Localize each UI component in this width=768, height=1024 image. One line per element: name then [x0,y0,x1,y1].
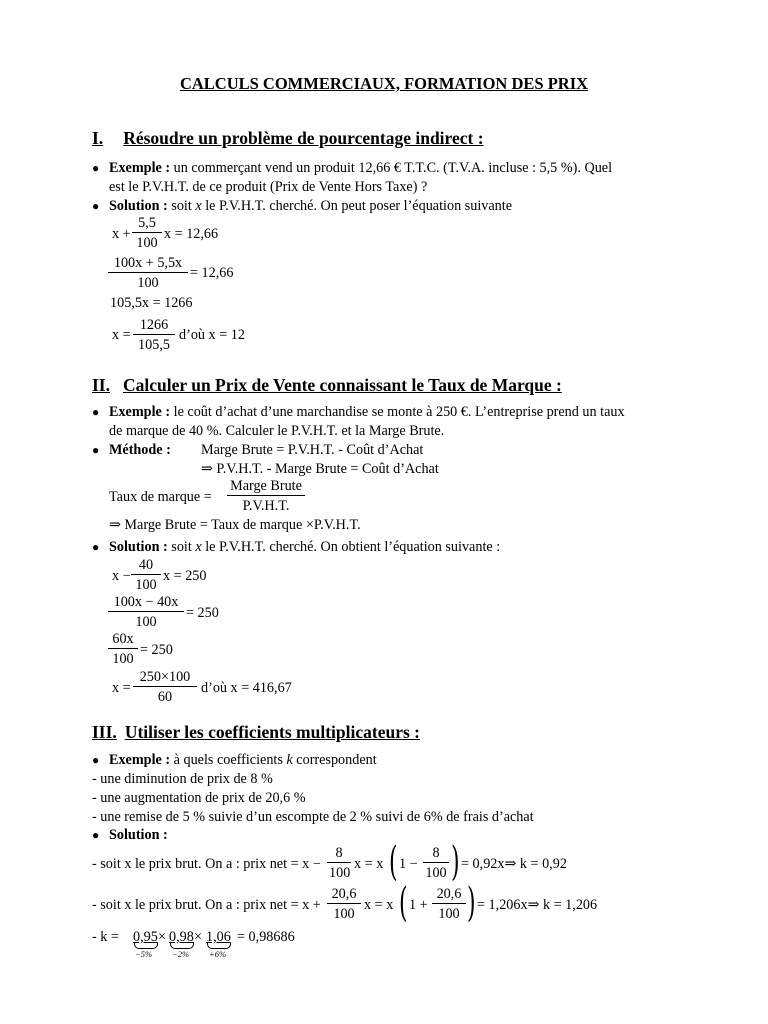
fraction-numerator: 8 [432,845,440,861]
document-title: CALCULS COMMERCIAUX, FORMATION DES PRIX [179,74,589,93]
bullet-icon: ● [92,540,100,554]
fraction-numerator: 8 [335,845,343,861]
s3-r2-post: = 1,206x⇒ k = 1,206 [477,897,598,913]
s3-r3-value-3: 1,06 [206,929,231,945]
s3-r3-post: = 0,98686 [237,929,295,945]
section-3-number: III. [92,722,117,742]
s2-solution-label: Solution : [109,539,168,555]
s3-r3-under-1: −5% [135,949,153,959]
s3-line2: - une augmentation de prix de 20,6 % [92,790,306,806]
bullet-icon: ● [92,161,100,175]
s3-r1-fraction-2 [423,846,449,880]
s3-line1: - une diminution de prix de 8 % [92,771,273,787]
s1-eq4-post: d’où x = 12 [179,327,245,343]
s2-eq3-fraction [108,632,138,666]
s2-eq1-pre: x − [112,568,131,584]
fraction-denominator: 60 [157,689,173,706]
section-2-title: Calculer un Prix de Vente connaissant le Taux de Marque : [123,375,562,395]
s2-eq3-post: = 250 [140,642,173,658]
s2-eq1-fraction [131,558,161,592]
s3-r2-fraction-2 [432,887,466,921]
s3-r3-times-2: × [194,929,203,945]
section-1-number: I. [92,128,104,148]
fraction-denominator: 100 [333,906,355,923]
s3-r3-under-2: −2% [172,949,190,959]
s3-r1-one: 1 − [399,856,418,872]
fraction-numerator: 100x + 5,5x [113,255,183,271]
s3-r1-pre: - soit x le prix brut. On a : prix net = x − [92,856,321,872]
s1-solution-text-a: soit [167,198,196,214]
fraction-denominator: 100 [135,614,157,631]
s1-eq2-post: = 12,66 [190,265,234,281]
section-3-heading [92,724,420,742]
fraction-denominator: 100 [135,577,157,594]
s3-r1-post: = 0,92x⇒ k = 0,92 [461,856,567,872]
s1-solution [109,199,512,213]
s2-method-label [109,443,171,457]
s1-eq3: 105,5x = 1266 [110,295,193,311]
s2-solution-variable: x [195,539,202,555]
s3-r3-value-1: 0,95 [133,929,158,945]
right-paren: ) [451,839,460,885]
section-2-heading [92,377,562,395]
fraction-denominator: 100 [112,651,134,668]
s2-eq4-fraction [133,670,197,704]
s2-example-line2: de marque de 40 %. Calculer le P.V.H.T. et la Marge Brute. [109,423,445,439]
s2-solution-text-b: le P.V.H.T. cherché. On obtient l’équation suivante : [201,539,501,555]
s3-r2-one: 1 + [409,897,428,913]
left-paren: ( [389,839,398,885]
fraction-denominator: 100 [425,865,447,882]
s2-eq4-pre: x = [112,680,131,696]
bullet-icon: ● [92,405,100,419]
right-paren: ) [467,880,476,926]
s1-example-text: un commerçant vend un produit 12,66 € T.T.C. (T.V.A. incluse : 5,5 %). Quel [170,160,613,176]
s2-eq2-post: = 250 [186,605,219,621]
s3-line3: - une remise de 5 % suivie d’un escompte de 2 % suivi de 6% de frais d’achat [92,809,534,825]
s1-eq1-post: x = 12,66 [164,226,219,242]
s2-example-label: Exemple : [109,404,171,420]
s3-solution-label [109,828,168,842]
s2-taux-fraction [227,479,305,513]
bullet-icon: ● [92,199,100,213]
fraction-numerator: 100x − 40x [113,594,179,610]
bullet-icon: ● [92,753,100,767]
s1-solution-variable: x [195,198,202,214]
s3-r3-under-3: +6% [209,949,227,959]
s1-example [109,161,612,175]
bullet-icon: ● [92,828,100,842]
s1-eq4-fraction [133,318,175,352]
s2-method-line1: Marge Brute = P.V.H.T. - Coût d’Achat [201,442,424,458]
s3-example-variable: k [286,752,293,768]
section-1-title: Résoudre un problème de pourcentage indirect : [123,128,484,148]
s2-taux-pre: Taux de marque = [109,489,212,505]
s1-example-line2: est le P.V.H.T. de ce produit (Prix de Vente Hors Taxe) ? [109,179,428,195]
s3-r2-pre: - soit x le prix brut. On a : prix net = x + [92,897,321,913]
s2-method-label-text: Méthode : [109,442,171,458]
s2-example [109,405,625,419]
s1-solution-label: Solution : [109,198,168,214]
fraction-numerator: Marge Brute [230,478,302,494]
s3-r1-mid: x = x [354,856,384,872]
s3-r2-mid: x = x [364,897,394,913]
s3-r3-pre: - k = [92,929,119,945]
s3-r2-fraction-1 [327,887,361,921]
fraction-denominator: 100 [136,235,158,252]
s3-r3-times-1: × [158,929,167,945]
fraction-denominator: P.V.H.T. [242,498,290,515]
section-2-number: II. [92,375,110,395]
section-3-title: Utiliser les coefficients multiplicateurs : [124,722,420,742]
s2-method-line2: ⇒ P.V.H.T. - Marge Brute = Coût d’Achat [201,461,439,477]
s2-method-line3: ⇒ Marge Brute = Taux de marque ×P.V.H.T. [109,517,361,533]
s3-r3-value-2: 0,98 [169,929,194,945]
s1-eq4-pre: x = [112,327,131,343]
s2-example-text: le coût d’achat d’une marchandise se monte à 250 €. L’entreprise prend un taux [170,404,625,420]
s2-eq4-post: d’où x = 416,67 [201,680,292,696]
s1-eq1-pre: x + [112,226,131,242]
s3-example-text-b: correspondent [292,752,377,768]
s2-eq1-post: x = 250 [163,568,207,584]
fraction-denominator: 100 [137,275,159,292]
fraction-denominator: 100 [329,865,351,882]
s2-eq2-fraction [108,595,184,629]
section-1-heading [92,130,484,148]
fraction-numerator: 60x [112,631,134,647]
fraction-numerator: 250×100 [139,669,191,685]
s2-solution-text-a: soit [167,539,196,555]
fraction-numerator: 40 [138,557,154,573]
bullet-icon: ● [92,443,100,457]
s3-example-label: Exemple : [109,752,171,768]
fraction-numerator: 5,5 [138,215,156,231]
fraction-numerator: 1266 [139,317,169,333]
s1-example-label: Exemple : [109,160,171,176]
s3-solution-label-text: Solution : [109,827,168,843]
s3-r1-fraction-1 [327,846,351,880]
s1-eq1-fraction [132,216,162,250]
fraction-denominator: 105,5 [138,337,170,354]
s2-solution [109,540,500,554]
s1-eq2-fraction [108,256,188,290]
s3-example [109,753,377,767]
fraction-numerator: 20,6 [331,886,357,902]
fraction-numerator: 20,6 [436,886,462,902]
s3-example-text-a: à quels coefficients [170,752,287,768]
fraction-denominator: 100 [438,906,460,923]
left-paren: ( [399,880,408,926]
s1-solution-text-b: le P.V.H.T. cherché. On peut poser l’équation suivante [201,198,512,214]
